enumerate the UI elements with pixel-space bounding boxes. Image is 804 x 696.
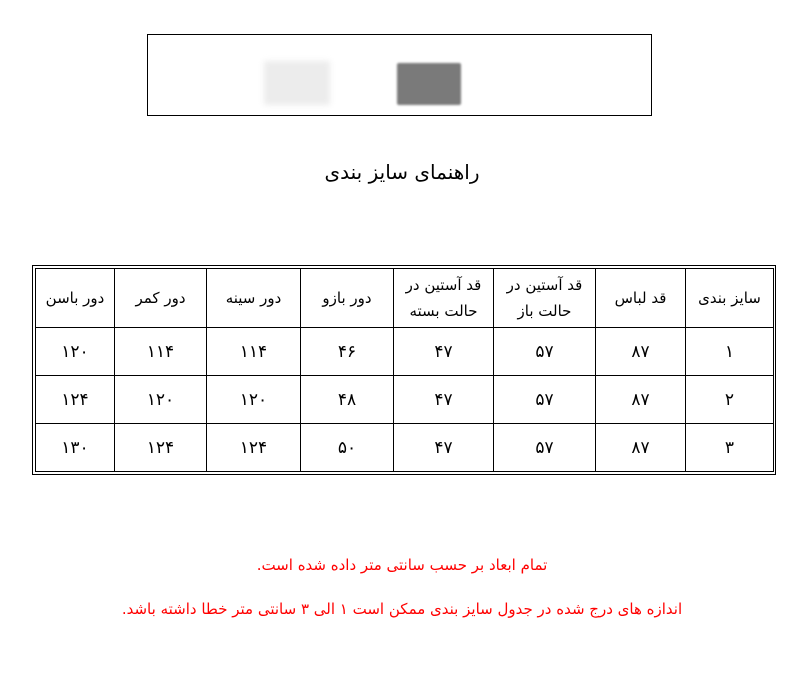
cell-garment-length: ۸۷	[596, 328, 686, 376]
cell-arm-circumference: ۴۸	[301, 376, 394, 424]
cell-chest: ۱۱۴	[207, 328, 301, 376]
table-row	[36, 328, 774, 376]
size-table	[35, 268, 774, 472]
page-title: راهنمای سایز بندی	[324, 160, 480, 184]
cell-hip: ۱۳۰	[36, 424, 115, 472]
cell-sleeve-open: ۵۷	[494, 328, 596, 376]
cell-chest: ۱۲۴	[207, 424, 301, 472]
cell-arm-circumference: ۵۰	[301, 424, 394, 472]
header-arm-circumference: دور بازو	[301, 269, 394, 328]
header-garment-length: قد لباس	[596, 269, 686, 328]
header-size: سایز بندی	[686, 269, 774, 328]
cell-sleeve-closed: ۴۷	[394, 376, 494, 424]
table-row	[36, 376, 774, 424]
header-hip: دور باسن	[36, 269, 115, 328]
note-tolerance: اندازه های درج شده در جدول سایز بندی ممکن است ۱ الی ۳ سانتی متر خطا داشته باشد.	[121, 600, 683, 618]
note-units: تمام ابعاد بر حسب سانتی متر داده شده است.	[256, 556, 548, 574]
header-chest: دور سینه	[207, 269, 301, 328]
size-table-frame	[32, 265, 776, 475]
cell-size: ۱	[686, 328, 774, 376]
header-logo-box	[147, 34, 652, 116]
header-sleeve-open: قد آستین در حالت باز	[494, 269, 596, 328]
cell-chest: ۱۲۰	[207, 376, 301, 424]
header-sleeve-closed: قد آستین در حالت بسته	[394, 269, 494, 328]
table-row	[36, 424, 774, 472]
cell-sleeve-closed: ۴۷	[394, 424, 494, 472]
cell-waist: ۱۲۰	[115, 376, 207, 424]
table-header-row	[36, 269, 774, 328]
cell-garment-length: ۸۷	[596, 424, 686, 472]
cell-waist: ۱۱۴	[115, 328, 207, 376]
cell-sleeve-open: ۵۷	[494, 424, 596, 472]
cell-sleeve-open: ۵۷	[494, 376, 596, 424]
header-waist: دور کمر	[115, 269, 207, 328]
cell-sleeve-closed: ۴۷	[394, 328, 494, 376]
blurred-logo-dark	[397, 63, 461, 105]
cell-size: ۲	[686, 376, 774, 424]
cell-hip: ۱۲۴	[36, 376, 115, 424]
blurred-logo-light	[264, 61, 330, 105]
cell-hip: ۱۲۰	[36, 328, 115, 376]
cell-arm-circumference: ۴۶	[301, 328, 394, 376]
cell-size: ۳	[686, 424, 774, 472]
cell-garment-length: ۸۷	[596, 376, 686, 424]
cell-waist: ۱۲۴	[115, 424, 207, 472]
